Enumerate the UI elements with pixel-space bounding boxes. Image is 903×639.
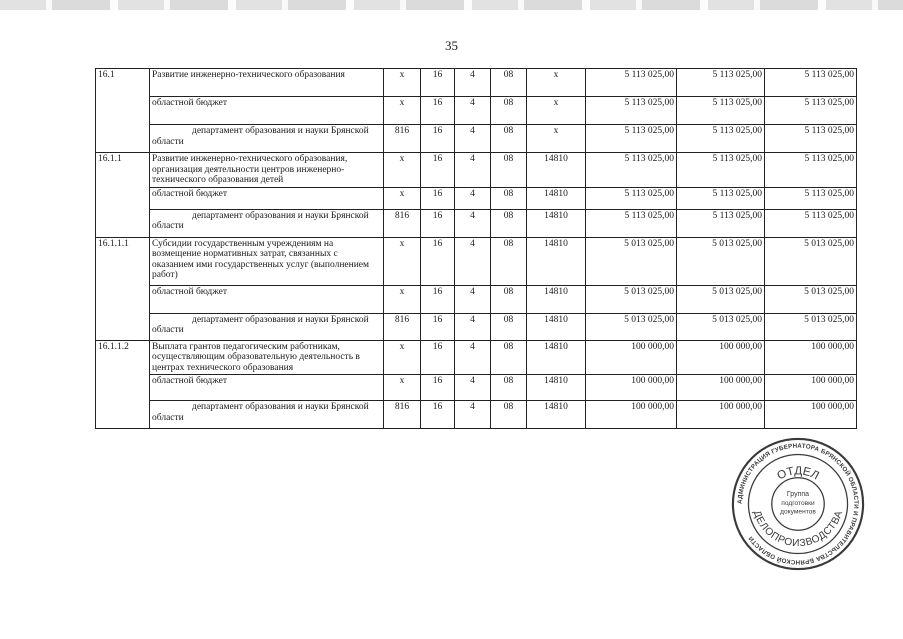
row-grbs: x bbox=[384, 187, 421, 209]
table-row bbox=[96, 69, 857, 97]
row-direction: x bbox=[527, 69, 586, 97]
row-value-2: 5 113 025,00 bbox=[677, 97, 765, 125]
row-code: 16.1.1 bbox=[96, 153, 150, 188]
row-gp: 16 bbox=[421, 237, 455, 285]
row-direction: 14810 bbox=[527, 187, 586, 209]
row-value-2: 5 113 025,00 bbox=[677, 153, 765, 188]
row-name: департамент образования и науки Брянской области bbox=[150, 313, 384, 340]
row-name: Развитие инженерно-технического образования, организация деятельности центров инженерно-технического образования детей bbox=[150, 153, 384, 188]
row-code bbox=[96, 313, 150, 340]
row-gp: 16 bbox=[421, 285, 455, 313]
row-value-3: 5 113 025,00 bbox=[765, 125, 857, 153]
row-gp: 16 bbox=[421, 187, 455, 209]
row-pgp: 4 bbox=[455, 125, 491, 153]
office-stamp bbox=[730, 436, 866, 572]
row-om: 08 bbox=[491, 313, 527, 340]
row-grbs: x bbox=[384, 69, 421, 97]
row-om: 08 bbox=[491, 69, 527, 97]
row-value-3: 100 000,00 bbox=[765, 375, 857, 401]
row-om: 08 bbox=[491, 125, 527, 153]
row-value-3: 5 113 025,00 bbox=[765, 69, 857, 97]
row-pgp: 4 bbox=[455, 69, 491, 97]
table-row bbox=[96, 237, 857, 285]
row-value-1: 5 013 025,00 bbox=[586, 313, 677, 340]
row-value-1: 5 113 025,00 bbox=[586, 209, 677, 237]
table-row bbox=[96, 375, 857, 401]
row-direction: 14810 bbox=[527, 340, 586, 375]
row-direction: 14810 bbox=[527, 375, 586, 401]
table-row bbox=[96, 209, 857, 237]
row-name: областной бюджет bbox=[150, 187, 384, 209]
row-om: 08 bbox=[491, 285, 527, 313]
row-code bbox=[96, 125, 150, 153]
scan-edge-noise bbox=[0, 0, 903, 10]
row-value-2: 5 113 025,00 bbox=[677, 125, 765, 153]
row-gp: 16 bbox=[421, 401, 455, 429]
row-code: 16.1.1.1 bbox=[96, 237, 150, 285]
row-name: Выплата грантов педагогическим работникам, осуществляющим образовательную деятельность в центрах технического образования bbox=[150, 340, 384, 375]
row-value-2: 5 113 025,00 bbox=[677, 187, 765, 209]
row-grbs: x bbox=[384, 153, 421, 188]
row-code bbox=[96, 97, 150, 125]
row-value-2: 5 013 025,00 bbox=[677, 285, 765, 313]
row-pgp: 4 bbox=[455, 375, 491, 401]
row-value-3: 100 000,00 bbox=[765, 340, 857, 375]
row-value-1: 100 000,00 bbox=[586, 401, 677, 429]
row-value-1: 100 000,00 bbox=[586, 340, 677, 375]
row-value-3: 5 013 025,00 bbox=[765, 237, 857, 285]
row-direction: 14810 bbox=[527, 237, 586, 285]
page-number: 35 bbox=[445, 38, 458, 53]
row-code: 16.1.1.2 bbox=[96, 340, 150, 375]
table-row bbox=[96, 153, 857, 188]
table-row bbox=[96, 401, 857, 429]
row-value-3: 5 113 025,00 bbox=[765, 209, 857, 237]
row-value-1: 5 013 025,00 bbox=[586, 285, 677, 313]
row-om: 08 bbox=[491, 187, 527, 209]
row-value-3: 100 000,00 bbox=[765, 401, 857, 429]
row-value-1: 5 013 025,00 bbox=[586, 237, 677, 285]
row-gp: 16 bbox=[421, 125, 455, 153]
row-grbs: 816 bbox=[384, 313, 421, 340]
row-value-1: 5 113 025,00 bbox=[586, 153, 677, 188]
row-gp: 16 bbox=[421, 375, 455, 401]
row-gp: 16 bbox=[421, 97, 455, 125]
row-value-3: 5 113 025,00 bbox=[765, 153, 857, 188]
row-pgp: 4 bbox=[455, 285, 491, 313]
stamp-word-top: ОТДЕЛ bbox=[775, 464, 822, 483]
row-value-2: 5 113 025,00 bbox=[677, 209, 765, 237]
row-value-3: 5 013 025,00 bbox=[765, 313, 857, 340]
row-value-3: 5 013 025,00 bbox=[765, 285, 857, 313]
svg-text:ОТДЕЛ bbox=[775, 464, 821, 482]
row-grbs: x bbox=[384, 375, 421, 401]
row-value-2: 100 000,00 bbox=[677, 340, 765, 375]
row-om: 08 bbox=[491, 375, 527, 401]
row-grbs: 816 bbox=[384, 209, 421, 237]
row-pgp: 4 bbox=[455, 187, 491, 209]
row-grbs: x bbox=[384, 285, 421, 313]
row-grbs: 816 bbox=[384, 401, 421, 429]
row-pgp: 4 bbox=[455, 313, 491, 340]
row-value-1: 5 113 025,00 bbox=[586, 97, 677, 125]
row-value-2: 100 000,00 bbox=[677, 375, 765, 401]
row-pgp: 4 bbox=[455, 209, 491, 237]
row-name: областной бюджет bbox=[150, 375, 384, 401]
row-name: областной бюджет bbox=[150, 97, 384, 125]
row-code bbox=[96, 401, 150, 429]
table-row bbox=[96, 187, 857, 209]
row-code bbox=[96, 187, 150, 209]
row-om: 08 bbox=[491, 237, 527, 285]
row-name: Субсидии государственным учреждениям на возмещение нормативных затрат, связанных с оказанием ими государственных услуг (выполнением работ) bbox=[150, 237, 384, 285]
row-value-1: 5 113 025,00 bbox=[586, 69, 677, 97]
row-name: областной бюджет bbox=[150, 285, 384, 313]
row-value-2: 5 013 025,00 bbox=[677, 313, 765, 340]
row-pgp: 4 bbox=[455, 153, 491, 188]
row-code bbox=[96, 375, 150, 401]
table-row bbox=[96, 313, 857, 340]
row-om: 08 bbox=[491, 153, 527, 188]
budget-table bbox=[95, 68, 857, 429]
row-om: 08 bbox=[491, 97, 527, 125]
row-direction: 14810 bbox=[527, 285, 586, 313]
table-row bbox=[96, 125, 857, 153]
table-row bbox=[96, 97, 857, 125]
row-grbs: x bbox=[384, 340, 421, 375]
row-value-1: 100 000,00 bbox=[586, 375, 677, 401]
row-pgp: 4 bbox=[455, 401, 491, 429]
row-value-2: 5 013 025,00 bbox=[677, 237, 765, 285]
row-direction: 14810 bbox=[527, 209, 586, 237]
row-gp: 16 bbox=[421, 69, 455, 97]
row-name: департамент образования и науки Брянской области bbox=[150, 209, 384, 237]
row-direction: 14810 bbox=[527, 401, 586, 429]
row-pgp: 4 bbox=[455, 340, 491, 375]
row-om: 08 bbox=[491, 340, 527, 375]
stamp-ring-text: АДМИНИСТРАЦИЯ ГУБЕРНАТОРА БРЯНСКОЙ ОБЛАСТИ И ПРАВИТЕЛЬСТВА БРЯНСКОЙ ОБЛАСТИ bbox=[736, 442, 860, 566]
stamp-center-line-3: документов bbox=[780, 508, 816, 516]
row-om: 08 bbox=[491, 209, 527, 237]
row-value-1: 5 113 025,00 bbox=[586, 125, 677, 153]
table-row bbox=[96, 340, 857, 375]
row-direction: 14810 bbox=[527, 153, 586, 188]
row-gp: 16 bbox=[421, 340, 455, 375]
stamp-word-bottom: ДЕЛОПРОИЗВОДСТВА bbox=[750, 509, 846, 550]
row-value-3: 5 113 025,00 bbox=[765, 187, 857, 209]
row-direction: x bbox=[527, 97, 586, 125]
row-om: 08 bbox=[491, 401, 527, 429]
row-name: Развитие инженерно-технического образования bbox=[150, 69, 384, 97]
row-grbs: x bbox=[384, 237, 421, 285]
table-row bbox=[96, 285, 857, 313]
row-name: департамент образования и науки Брянской области bbox=[150, 125, 384, 153]
row-direction: 14810 bbox=[527, 313, 586, 340]
row-value-2: 5 113 025,00 bbox=[677, 69, 765, 97]
row-direction: x bbox=[527, 125, 586, 153]
stamp-center-line-1: Группа bbox=[786, 491, 810, 499]
row-value-2: 100 000,00 bbox=[677, 401, 765, 429]
row-grbs: 816 bbox=[384, 125, 421, 153]
stamp-center-line-2: подготовки bbox=[781, 499, 815, 507]
row-code bbox=[96, 209, 150, 237]
row-pgp: 4 bbox=[455, 97, 491, 125]
row-code: 16.1 bbox=[96, 69, 150, 97]
row-value-1: 5 113 025,00 bbox=[586, 187, 677, 209]
row-gp: 16 bbox=[421, 153, 455, 188]
row-pgp: 4 bbox=[455, 237, 491, 285]
row-gp: 16 bbox=[421, 209, 455, 237]
row-value-3: 5 113 025,00 bbox=[765, 97, 857, 125]
row-gp: 16 bbox=[421, 313, 455, 340]
row-grbs: x bbox=[384, 97, 421, 125]
row-name: департамент образования и науки Брянской области bbox=[150, 401, 384, 429]
row-code bbox=[96, 285, 150, 313]
